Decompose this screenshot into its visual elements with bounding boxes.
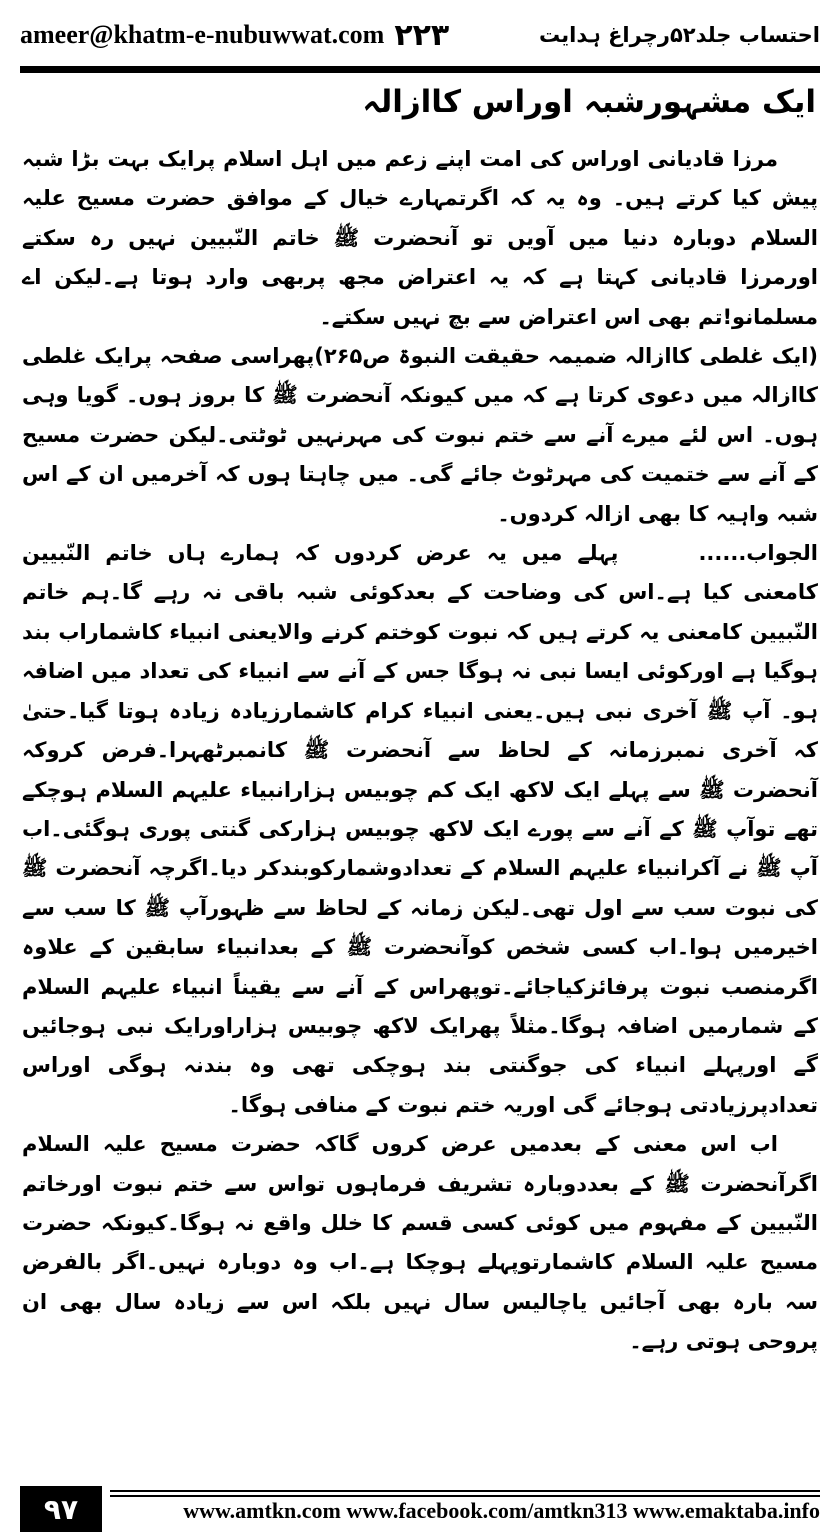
jawab-text: پہلے میں یہ عرض کردوں کہ ہمارے ہاں خاتم النّبیین کامعنی کیا ہے۔اس کی وضاحت کے بعدکوئی شبہ باقی نہ رہے گا۔ہم خاتم النّبیین کامعنی یہ کرتے ہیں کہ نبوت کوختم کرنے والایعنی انبیاء کاشماراب بند ہوگیا ہے اورکوئی ایسا نبی نہ ہوگا جس کے آنے سے انبیاء کی تعداد میں اضافہ ہو۔ آپ ﷺ آخری نبی ہیں۔یعنی انبیاء کرام کاشمارزیادہ زیادہ ہوتا گیا۔حتیٰ کہ آخری نمبرزمانہ کے لحاظ سے آنحضرت ﷺ کانمبرٹھہرا۔فرض کروکہ آنحضرت ﷺ سے پہلے ایک لاکھ ایک کم چوبیس ہزارانبیاء علیہم السلام ہوچکے تھے توآپ ﷺ کے آنے سے پورے ایک لاکھ چوبیس ہزارکی گنتی پوری ہوگئی۔اب آپ ﷺ نے آکرانبیاء علیہم السلام کے تعدادوشمارکوبندکر دیا۔اگرچہ آنحضرت ﷺ کی نبوت سب سے اول تھی۔لیکن زمانہ کے لحاظ سے ظہورآپ ﷺ کا سب سے اخیرمیں ہوا۔اب کسی شخص کوآنحضرت ﷺ کے بعدانبیاء سابقین کے علاوہ اگرمنصب نبوت پرفائزکیاجائے۔توپھراس کے آنے سے یقیناً انبیاء علیہم السلام کے شمارمیں اضافہ ہوگا۔مثلاً پھرایک لاکھ چوبیس ہزاراورایک نبی ہوجائیں گے اورپہلے انبیاء کی جوگنتی بند ہوچکی تھی وہ بندنہ ہوگی اوراس تعدادپرزیادتی ہوجائے گی اوریہ ختم نبوت کے منافی ہوگا۔ [22,541,818,1117]
footer-page-number: ۹۷ [20,1486,102,1532]
footer-rule-top [110,1490,820,1492]
page-header [20,8,820,62]
section-title: ایک مشہورشبہ اوراس کاازالہ [362,84,816,120]
jawab-label: الجواب...... [698,541,818,566]
paragraph-1: مرزا قادیانی اوراس کی امت اپنے زعم میں اہل اسلام پرایک بہت بڑا شبہ پیش کیا کرتے ہیں۔ وہ یہ کہ اگرتمہارے خیال کے موافق حضرت مسیح علیہ السلام دوبارہ دنیا میں آویں تو آنحضرت ﷺ خاتم النّبیین نہیں رہ سکتے اورمرزا قادیانی کہتا ہے کہ یہ اعتراض مجھ پربھی وارد ہوتا ہے۔لیکن اے مسلمانو!تم بھی اس اعتراض سے بچ نہیں سکتے۔ [22,147,818,329]
body-text [22,140,818,1362]
page-footer [20,1486,820,1534]
header-page-number: ۲۲۳ [394,17,450,53]
footer-links: www.amtkn.com www.facebook.com/amtkn313 www.emaktaba.info [183,1498,820,1523]
footer-rule-bottom [110,1495,820,1497]
jawab-paragraph [22,534,818,1125]
header-rule [20,66,820,73]
paragraph-2: (ایک غلطی کاازالہ ضمیمہ حقیقت النبوۃ ص۲۶۵)پھراسی صفحہ پرایک غلطی کاازالہ میں دعوی کرتا ہے کہ میں کیونکہ آنحضرت ﷺ کا بروز ہوں۔ گویا وہی ہوں۔ اس لئے میرے آنے سے ختم نبوت کی مہرنہیں ٹوٹتی۔لیکن حضرت مسیح کے آنے سے ختمیت کی مہرٹوٹ جائے گی۔ میں چاہتا ہوں کہ آخرمیں ان کے اس شبہ واہیہ کا بھی ازالہ کردوں۔ [22,344,818,526]
closing-paragraph: اب اس معنی کے بعدمیں عرض کروں گاکہ حضرت مسیح علیہ السلام اگرآنحضرت ﷺ کے بعددوبارہ تشریف فرماہوں تواس سے ختم نبوت اورخاتم النّبیین کے مفہوم میں کوئی کسی قسم کا خلل واقع نہ ہوگا۔کیونکہ حضرت مسیح علیہ السلام کاشمارتوپہلے ہوچکا ہے۔اب وہ دوبارہ نہیں۔اگر بالفرض سہ بارہ بھی آجائیں یاچالیس سال نہیں بلکہ اس سے زیادہ سال بھی ان پروحی ہوتی رہے۔ [22,1132,818,1354]
running-head: احتساب جلد۵۲رچراغ ہدایت [539,23,820,47]
header-email: ameer@khatm-e-nubuwwat.com [20,20,385,49]
header-left [20,18,449,53]
